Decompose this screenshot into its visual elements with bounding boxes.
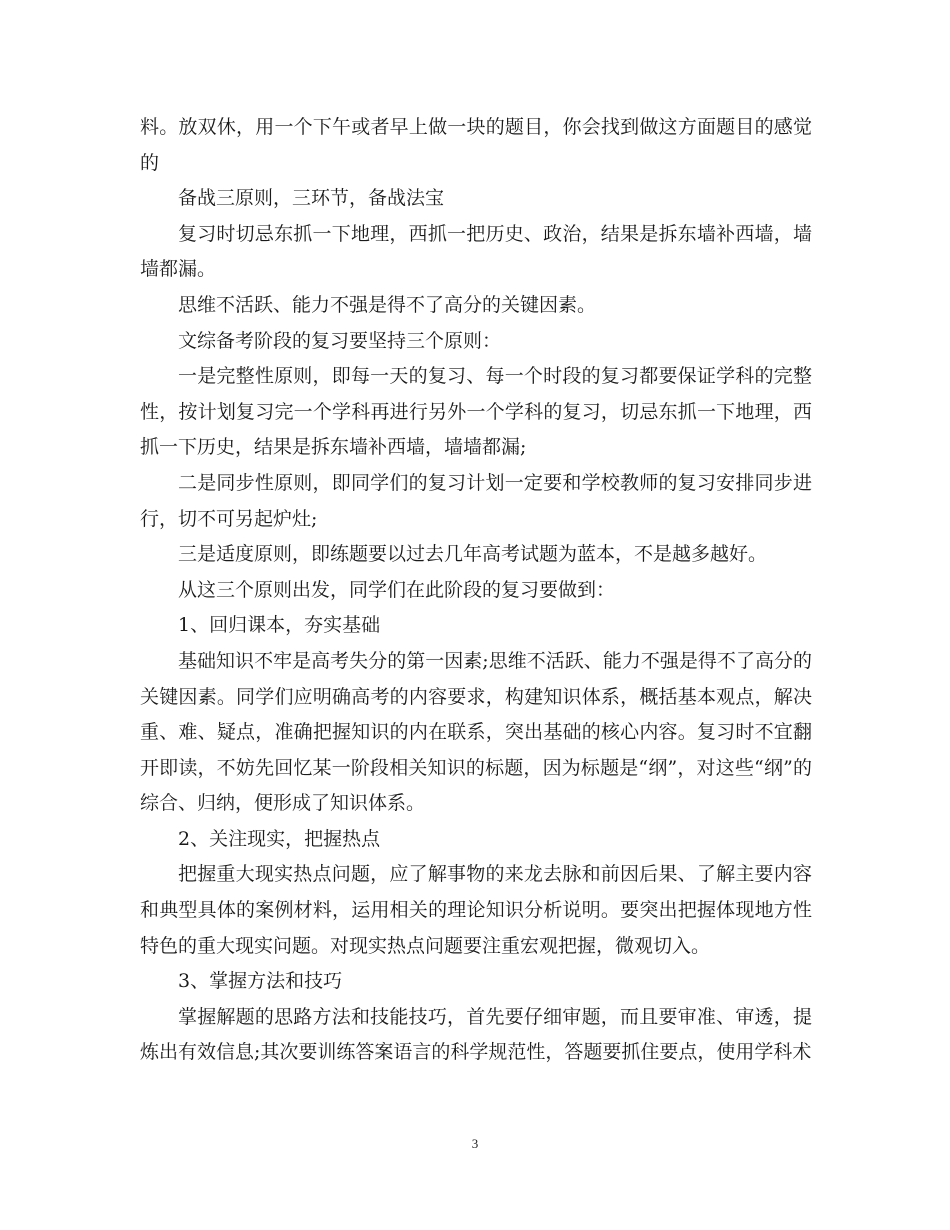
paragraph-15: 掌握解题的思路方法和技能技巧，首先要仔细审题，而且要审准、审透，提炼出有效信息;其次要训练答案语言的科学规范性，答题要抓住要点，使用学科术 [140,1005,812,1064]
document-body [140,110,812,1071]
paragraph-6: 一是完整性原则，即每一天的复习、每一个时段的复习都要保证学科的完整性，按计划复习完一个学科再进行另外一个学科的复习，切忌东抓一下地理，西抓一下历史，结果是拆东墙补西墙，墙墙都漏; [140,365,812,459]
section-heading-2: 2、关注现实，把握热点 [178,827,381,850]
paragraph-7: 二是同步性原则，即同学们的复习计划一定要和学校教师的复习安排同步进行，切不可另起炉灶; [140,471,812,530]
paragraph-9: 从这三个原则出发，同学们在此阶段的复习要做到： [178,578,616,601]
paragraph-13: 把握重大现实热点问题，应了解事物的来龙去脉和前因后果、了解主要内容和典型具体的案例材料，运用相关的理论知识分析说明。要突出把握体现地方性特色的重大现实问题。对现实热点问题要注重宏观把握，微观切入。 [140,863,812,957]
paragraph-8: 三是适度原则，即练题要以过去几年高考试题为蓝本，不是越多越好。 [178,543,768,566]
paragraph-5: 文综备考阶段的复习要坚持三个原则： [178,329,502,352]
paragraph-2: 备战三原则，三环节，备战法宝 [178,187,445,210]
paragraph-3: 复习时切忌东抓一下地理，西抓一把历史、政治，结果是拆东墙补西墙，墙墙都漏。 [140,222,812,281]
paragraph-11: 基础知识不牢是高考失分的第一因素;思维不活跃、能力不强是得不了高分的关键因素。同学们应明确高考的内容要求，构建知识体系，概括基本观点，解决重、难、疑点，准确把握知识的内在联系，突出基础的核心内容。复习时不宜翻开即读，不妨先回忆某一阶段相关知识的标题，因为标题是“纲”，对这些“纲”的综合、归纳，便形成了知识体系。 [140,649,812,815]
paragraph-1: 料。放双休，用一个下午或者早上做一块的题目，你会找到做这方面题目的感觉的 [140,116,812,174]
paragraph-4: 思维不活跃、能力不强是得不了高分的关键因素。 [178,293,597,316]
page-number: 3 [471,1136,479,1151]
section-heading-1: 1、回归课本，夯实基础 [178,614,381,637]
section-heading-3: 3、掌握方法和技巧 [178,970,343,993]
